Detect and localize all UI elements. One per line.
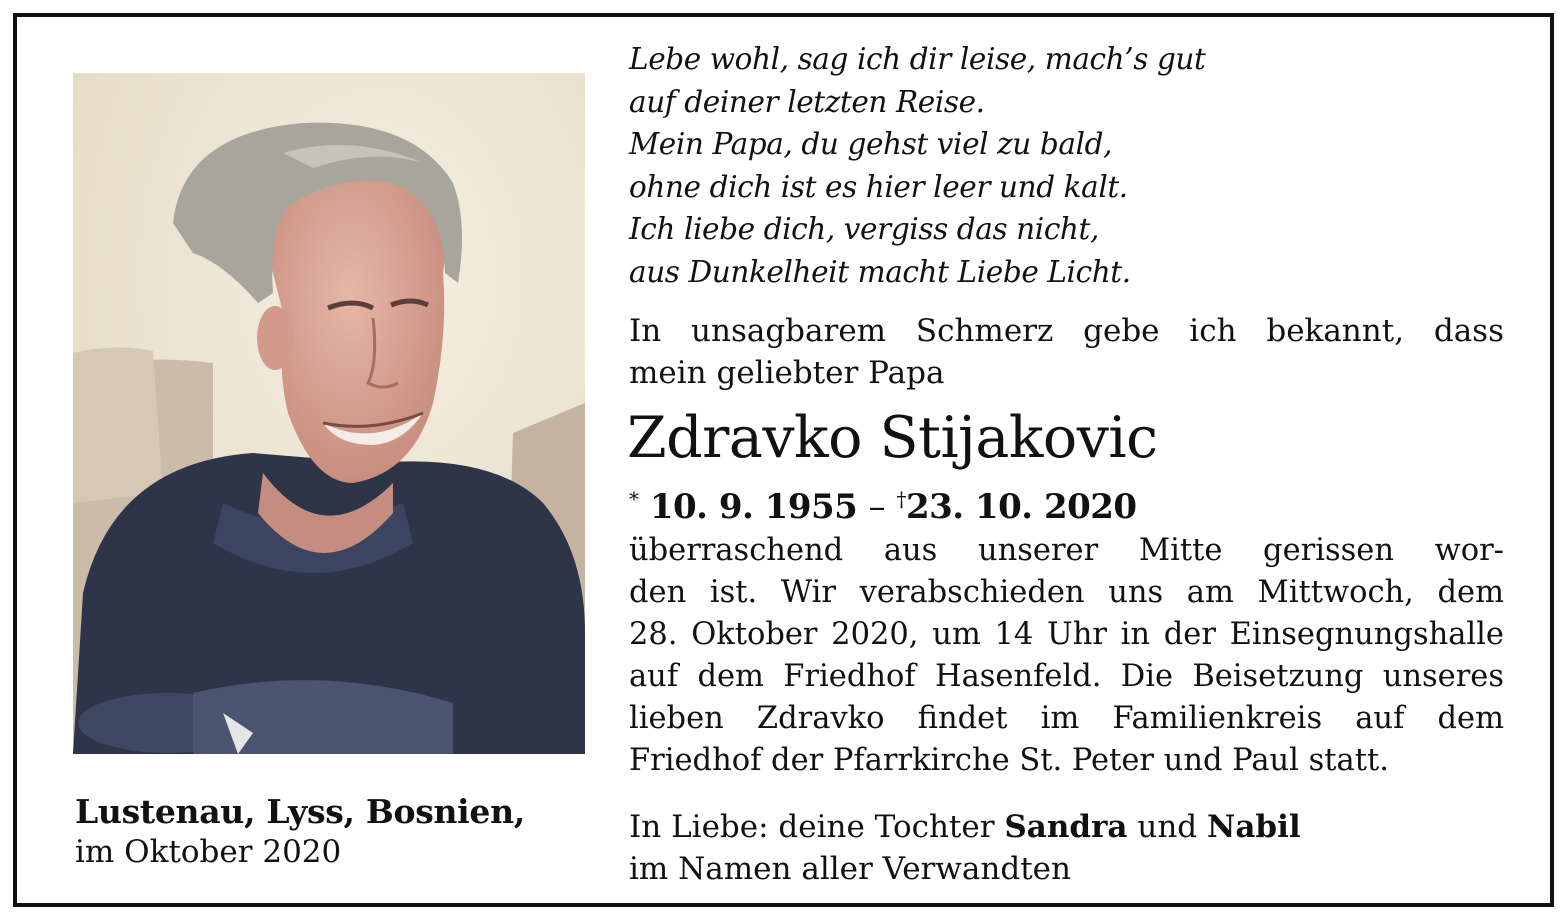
date-dash: –: [868, 487, 886, 527]
life-dates: [629, 476, 1137, 530]
poem-line: ohne dich ist es hier leer und kalt.: [629, 169, 1128, 204]
portrait-photo: [73, 73, 585, 754]
intro-line: In unsagbarem Schmerz gebe ich bekannt, dass: [629, 313, 1504, 349]
announcement-body: [629, 530, 1504, 782]
poem-line: aus Dunkelheit macht Liebe Licht.: [629, 254, 1131, 289]
body-line: 28. Oktober 2020, um 14 Uhr in der Einsegnungshalle: [629, 617, 1504, 652]
intro-line: mein geliebter Papa: [629, 355, 945, 391]
announcement-intro: [629, 310, 1504, 394]
birth-symbol: *: [629, 487, 639, 511]
body-line: auf dem Friedhof Hasenfeld. Die Beisetzung unseres: [629, 659, 1504, 694]
birth-date: 10. 9. 1955: [649, 487, 858, 527]
poem-line: Ich liebe dich, vergiss das nicht,: [629, 212, 1099, 246]
place-and-date: [75, 792, 525, 872]
partner-name: Nabil: [1207, 809, 1301, 845]
body-line: überraschend aus unserer Mitte gerissen wor-: [629, 533, 1504, 568]
deceased-name: Zdravko Stijakovic: [627, 405, 1158, 471]
poem-line: Lebe wohl, sag ich dir leise, mach’s gut: [629, 42, 1206, 76]
month-line: im Oktober 2020: [75, 834, 342, 870]
closing-signature: [629, 806, 1301, 890]
poem: [629, 38, 1205, 293]
daughter-name: Sandra: [1004, 809, 1128, 845]
death-date: 23. 10. 2020: [905, 487, 1137, 527]
place-line: Lustenau, Lyss, Bosnien,: [75, 792, 525, 831]
body-line: den ist. Wir verabschieden uns am Mittwoch, dem: [629, 575, 1504, 610]
poem-line: Mein Papa, du gehst viel zu bald,: [629, 127, 1113, 161]
body-line: lieben Zdravko findet im Familienkreis auf dem: [629, 701, 1504, 736]
closing-line-2: im Namen aller Verwandten: [629, 851, 1071, 887]
death-symbol: †: [896, 487, 906, 511]
closing-line-1: [629, 806, 1301, 848]
body-line: Friedhof der Pfarrkirche St. Peter und Paul statt.: [629, 743, 1389, 778]
closing-joiner: und: [1127, 809, 1207, 845]
closing-prefix: In Liebe: deine Tochter: [629, 809, 1005, 845]
poem-line: auf deiner letzten Reise.: [629, 84, 985, 119]
